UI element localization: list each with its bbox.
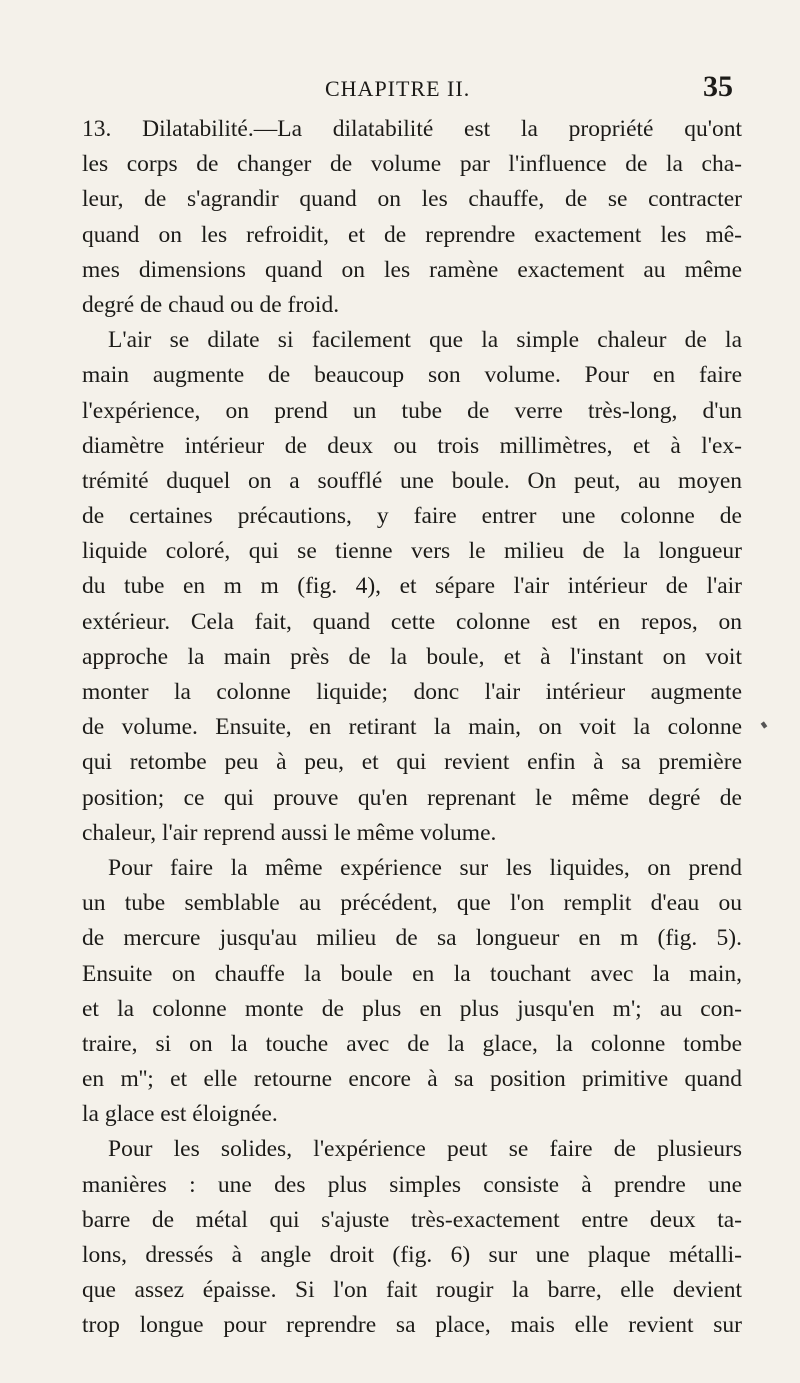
text-line: de mercure jusqu'au milieu de sa longueur en m (fig. 5). — [82, 925, 742, 952]
chapter-title: CHAPITRE II. — [325, 76, 471, 101]
text-line: leur, de s'agrandir quand on les chauffe, de se contracter — [82, 186, 742, 213]
text-line: Pour faire la même expérience sur les liquides, on prend — [108, 854, 742, 881]
text-line: lons, dressés à angle droit (fig. 6) sur une plaque métalli- — [82, 1242, 742, 1268]
text-line: de certaines précautions, y faire entrer une colonne de — [82, 503, 742, 530]
text-line: les corps de changer de volume par l'influence de la cha- — [82, 151, 742, 178]
text-line: que assez épaisse. Si l'on fait rougir la barre, elle devient — [82, 1277, 742, 1304]
text-line: et la colonne monte de plus en plus jusqu'en m'; au con- — [82, 995, 742, 1022]
text-line: un tube semblable au précédent, que l'on remplit d'eau ou — [82, 890, 742, 917]
text-line: liquide coloré, qui se tienne vers le milieu de la longueur — [82, 538, 742, 565]
text-line: quand on les refroidit, et de reprendre exactement les mê- — [82, 221, 742, 248]
text-line: approche la main près de la boule, et à l'instant on voit — [82, 643, 742, 670]
text-line: traire, si on la touche avec de la glace, la colonne tombe — [82, 1030, 742, 1057]
text-line: monter la colonne liquide; donc l'air intérieur augmente — [82, 679, 742, 705]
text-line: de volume. Ensuite, en retirant la main, on voit la colonne — [82, 714, 742, 741]
text-line: main augmente de beaucoup son volume. Pour en faire — [82, 362, 742, 389]
text-line: manières : une des plus simples consiste à prendre une — [82, 1171, 742, 1198]
text-line: Ensuite on chauffe la boule en la touchant avec la main, — [82, 960, 742, 987]
running-head — [0, 72, 800, 112]
body-text — [82, 112, 742, 1344]
text-line: barre de métal qui s'ajuste très-exactement entre deux ta- — [82, 1206, 742, 1233]
text-line: la glace est éloignée. — [82, 1101, 278, 1128]
text-line: mes dimensions quand on les ramène exactement au même — [82, 256, 742, 283]
text-line: Pour les solides, l'expérience peut se faire de plusieurs — [108, 1136, 742, 1163]
text-line: degré de chaud ou de froid. — [82, 291, 340, 318]
text-line: chaleur, l'air reprend aussi le même volume. — [82, 819, 497, 846]
text-line: qui retombe peu à peu, et qui revient enfin à sa première — [82, 749, 742, 776]
text-line: du tube en m m (fig. 4), et sépare l'air intérieur de l'air — [82, 573, 742, 600]
text-line: L'air se dilate si facilement que la simple chaleur de la — [108, 327, 742, 354]
text-line: extérieur. Cela fait, quand cette colonne est en repos, on — [82, 608, 742, 635]
text-line: l'expérience, on prend un tube de verre très-long, d'un — [82, 397, 742, 424]
text-line: trop longue pour reprendre sa place, mais elle revient sur — [82, 1312, 742, 1339]
page-number: 35 — [703, 70, 733, 103]
text-line: position; ce qui prouve qu'en reprenant le même degré de — [82, 784, 742, 811]
text-line: 13. Dilatabilité.—La dilatabilité est la propriété qu'ont — [82, 116, 742, 142]
margin-mark — [761, 721, 768, 728]
text-line: en m''; et elle retourne encore à sa position primitive quand — [82, 1066, 742, 1093]
text-line: diamètre intérieur de deux ou trois millimètres, et à l'ex- — [82, 432, 742, 459]
text-line: trémité duquel on a soufflé une boule. On peut, au moyen — [82, 467, 742, 494]
